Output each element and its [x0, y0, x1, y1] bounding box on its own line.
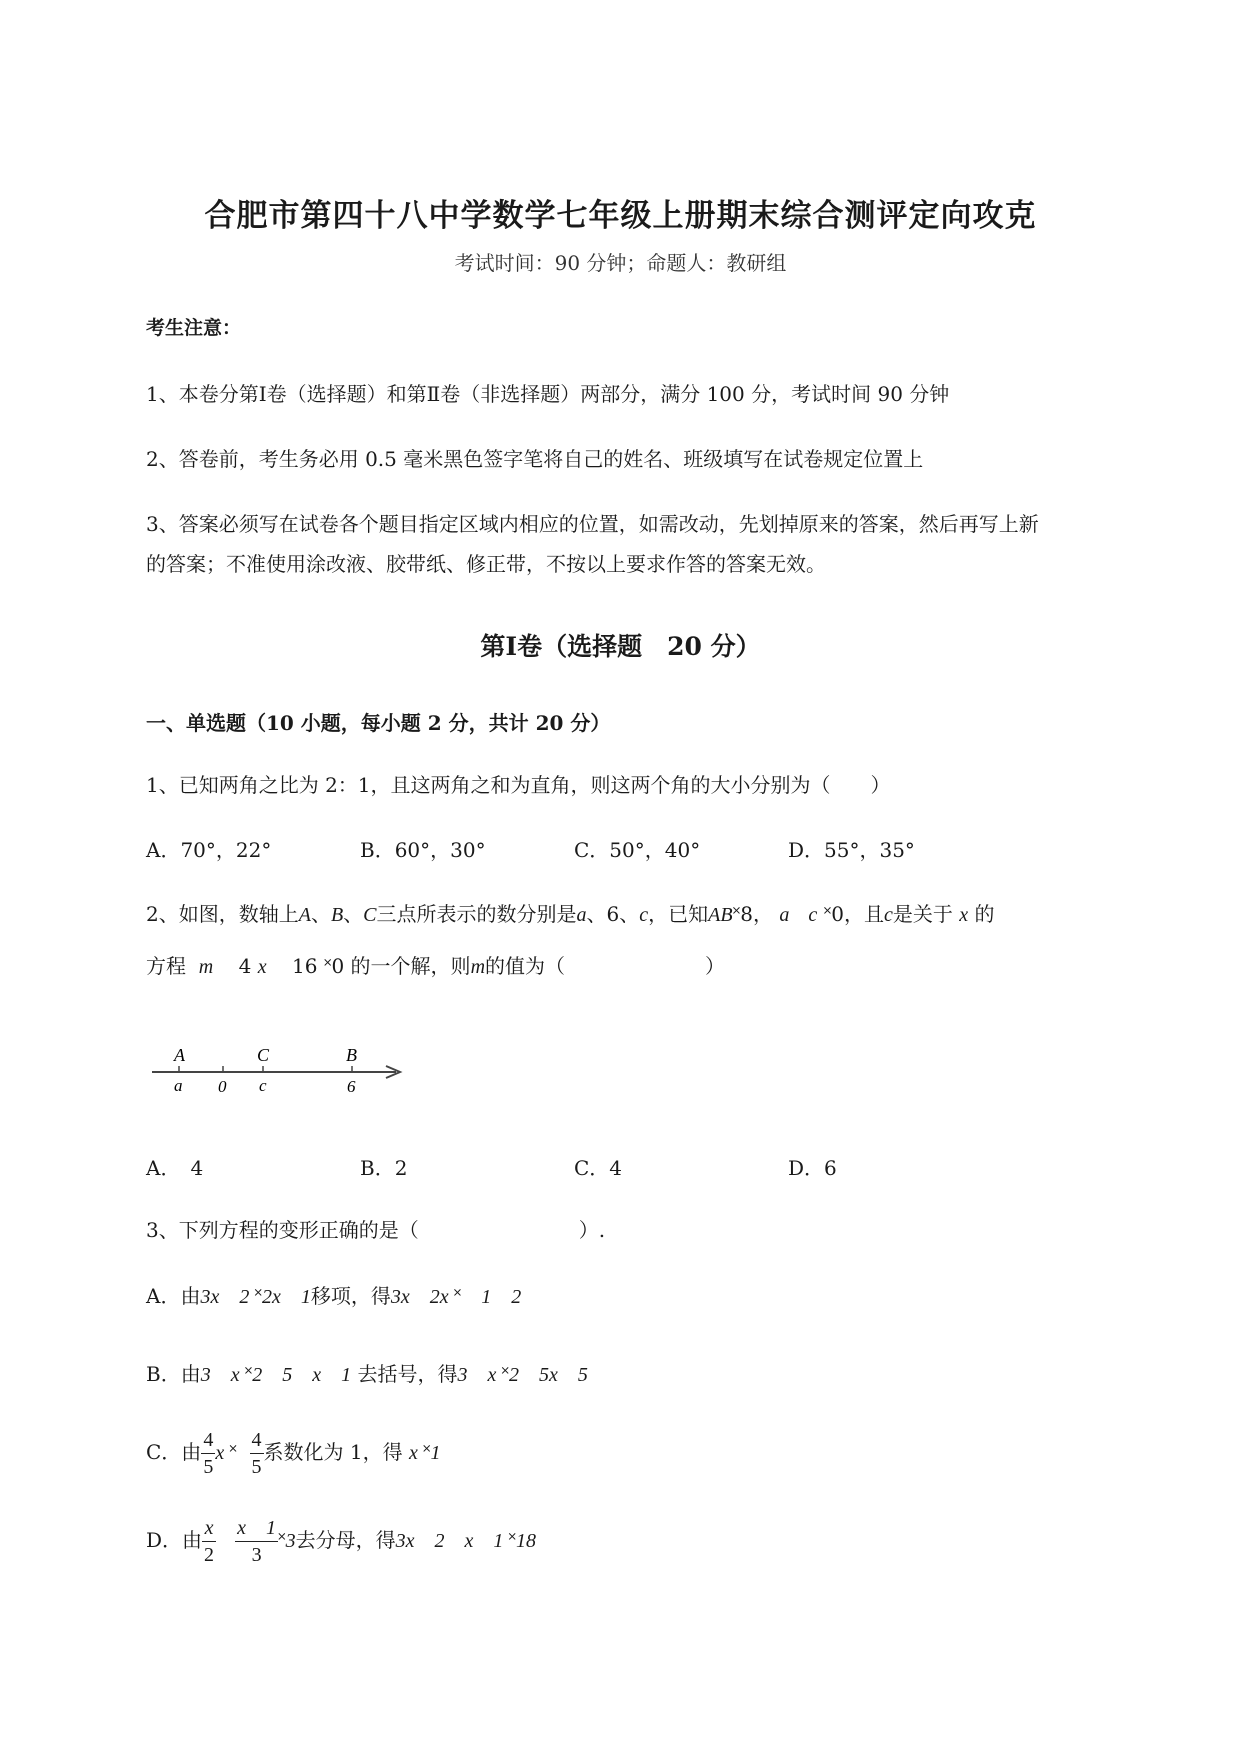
notice-heading: 考生注意： — [146, 317, 242, 339]
equation: x ˟ — [215, 1442, 237, 1464]
equation: 3x 2 x 1 ˟18 — [395, 1530, 537, 1552]
question-1-option-c: C．50°，40° — [574, 838, 701, 862]
question-group-title: 一、单选题（10 小题，每小题 2 分，共计 20 分） — [146, 711, 611, 735]
text: 系数化为 1，得 — [263, 1440, 403, 1464]
variable-c: c — [884, 904, 893, 926]
question-3-option-d — [146, 1515, 536, 1568]
fraction — [201, 1427, 215, 1480]
notice-item: 1、本卷分第Ⅰ卷（选择题）和第Ⅱ卷（非选择题）两部分，满分 100 分，考试时间 90 分钟 — [146, 382, 950, 406]
text: 的值为（ ） — [485, 954, 726, 978]
text: ，已知 — [648, 902, 709, 926]
equation: 3 x ˟2 5 x 1 — [200, 1364, 352, 1386]
text: 4 — [238, 954, 252, 978]
text: 16 ˟0 的一个解，则 — [292, 954, 471, 978]
equation: 3x 2x ˟ 1 2 — [390, 1286, 522, 1308]
text: D．由 — [146, 1528, 203, 1552]
section-title: 第Ⅰ卷（选择题 20 分） — [480, 632, 761, 661]
question-2-stem-line-2 — [146, 950, 725, 979]
text: 、 — [310, 902, 331, 926]
question-3-option-a — [146, 1280, 521, 1309]
point-a-label: A — [174, 1045, 185, 1065]
text: 去括号，得 — [357, 1362, 458, 1386]
question-2-option-c: C．4 — [574, 1156, 623, 1180]
text: A．由 — [146, 1284, 201, 1308]
text: ˟8， — [732, 902, 773, 926]
question-2-option-d: D．6 — [788, 1156, 837, 1180]
variable-x: x — [257, 956, 267, 978]
text: 是关于 — [892, 902, 953, 926]
text: B．由 — [146, 1362, 201, 1386]
text: 去分母，得 — [295, 1528, 396, 1552]
equation: 3x 2 ˟2x 1 — [200, 1286, 311, 1308]
question-1-option-a: A．70°，22° — [146, 838, 272, 862]
text: 三点所表示的数分别是 — [376, 902, 577, 926]
value-c-label: c — [259, 1076, 267, 1095]
equation: ˟3 — [278, 1530, 296, 1552]
text: 方程 — [146, 954, 186, 978]
variable-m: m — [470, 956, 486, 978]
number-line-figure — [146, 1040, 416, 1100]
notice-item: 的答案；不准使用涂改液、胶带纸、修正带，不按以上要求作答的答案无效。 — [146, 552, 826, 576]
text: 、 — [343, 902, 364, 926]
question-2-stem-line-1 — [146, 898, 995, 927]
value-six-label: 6 — [347, 1077, 356, 1096]
denominator: 3 — [251, 1544, 262, 1566]
variable-a: a — [576, 904, 587, 926]
denominator: 5 — [251, 1456, 262, 1478]
numerator: x 1 — [235, 1515, 278, 1542]
question-2-option-a: A． 4 — [146, 1156, 204, 1180]
point-c-label: C — [363, 904, 377, 926]
variable-x: x — [959, 904, 969, 926]
question-2-option-b: B．2 — [360, 1156, 408, 1180]
denominator: 5 — [203, 1456, 214, 1478]
question-1-option-b: B．60°，30° — [360, 838, 486, 862]
numerator: x — [202, 1515, 216, 1542]
fraction — [250, 1427, 264, 1480]
page-title: 合肥市第四十八中学数学七年级上册期末综合测评定向攻克 — [204, 198, 1037, 234]
equation: x ˟1 — [409, 1442, 441, 1464]
text: ˟0，且 — [823, 902, 885, 926]
point-b-label: B — [330, 904, 344, 926]
question-3-option-c — [146, 1427, 441, 1480]
question-3-option-b — [146, 1358, 588, 1387]
exam-info: 考试时间：90 分钟；命题人：教研组 — [454, 251, 787, 275]
text: 移项，得 — [310, 1284, 391, 1308]
question-3-stem: 3、下列方程的变形正确的是（ ）. — [146, 1218, 606, 1242]
segment-ab: AB — [708, 904, 733, 926]
equation: 3 x ˟2 5x 5 — [457, 1364, 588, 1386]
value-a-label: a — [174, 1076, 183, 1095]
text: C．由 — [146, 1440, 202, 1464]
notice-item: 3、答案必须写在试卷各个题目指定区域内相应的位置，如需改动，先划掉原来的答案，然后再写上新 — [146, 512, 1039, 536]
text: 、6、 — [586, 902, 640, 926]
variable-c: c — [639, 904, 649, 926]
point-a-label: A — [298, 904, 311, 926]
fraction — [202, 1515, 216, 1568]
point-c-label: C — [257, 1045, 270, 1065]
question-1-option-d: D．55°，35° — [788, 838, 915, 862]
variable-m: m — [198, 956, 214, 978]
numerator: 4 — [201, 1427, 215, 1454]
text: 的 — [974, 902, 995, 926]
question-1-stem: 1、已知两角之比为 2：1，且这两角之和为直角，则这两个角的大小分别为（ ） — [146, 773, 891, 797]
variable-a: a — [779, 904, 790, 926]
notice-item: 2、答卷前，考生务必用 0.5 毫米黑色签字笔将自己的姓名、班级填写在试卷规定位置上 — [146, 447, 924, 471]
fraction — [235, 1515, 278, 1568]
text: 2、如图，数轴上 — [146, 902, 299, 926]
denominator: 2 — [204, 1544, 215, 1566]
point-b-label: B — [346, 1045, 357, 1065]
value-zero-label: 0 — [218, 1077, 227, 1096]
numerator: 4 — [250, 1427, 264, 1454]
variable-c: c — [808, 904, 818, 926]
